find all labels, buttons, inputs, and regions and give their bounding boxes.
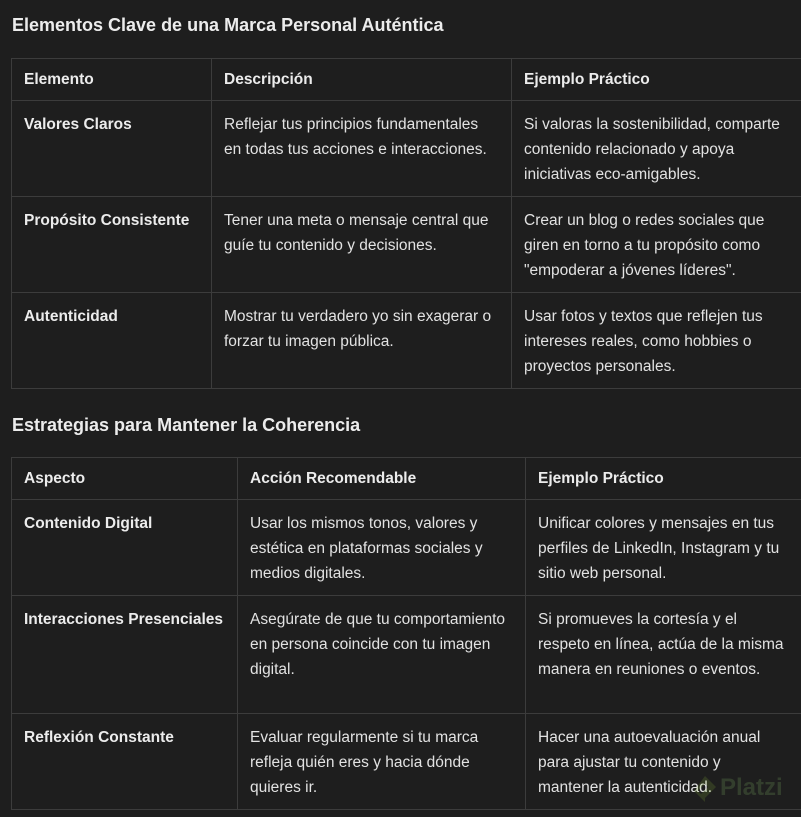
table-cell: Asegúrate de que tu comportamiento en persona coincide con tu imagen digital. — [238, 596, 526, 714]
table-cell: Crear un blog o redes sociales que giren en torno a tu propósito como "empoderar a jóvenes líderes". — [512, 197, 801, 293]
table-cell: Hacer una autoevaluación anual para ajustar tu contenido y mantener la autenticidad. — [526, 714, 801, 810]
table-row — [12, 293, 801, 389]
table-elementos-clave — [11, 58, 801, 389]
table-row — [12, 197, 801, 293]
column-header: Elemento — [12, 59, 212, 101]
table-cell: Unificar colores y mensajes en tus perfiles de LinkedIn, Instagram y tu sitio web personal. — [526, 500, 801, 596]
table-row — [12, 101, 801, 197]
table-cell: Si promueves la cortesía y el respeto en línea, actúa de la misma manera en reuniones o eventos. — [526, 596, 801, 714]
column-header: Acción Recomendable — [238, 458, 526, 500]
column-header: Aspecto — [12, 458, 238, 500]
table-estrategias — [11, 457, 801, 810]
table-row — [12, 596, 801, 714]
watermark-text: Platzi — [720, 774, 783, 801]
table-cell: Tener una meta o mensaje central que guíe tu contenido y decisiones. — [212, 197, 512, 293]
table-cell: Usar los mismos tonos, valores y estética en plataformas sociales y medios digitales. — [238, 500, 526, 596]
section-title-elementos: Elementos Clave de una Marca Personal Auténtica — [12, 15, 444, 35]
column-header: Ejemplo Práctico — [512, 59, 801, 101]
table-row — [12, 500, 801, 596]
table-header-row — [12, 59, 801, 101]
row-label: Autenticidad — [12, 293, 212, 389]
table-cell: Reflejar tus principios fundamentales en todas tus acciones e interacciones. — [212, 101, 512, 197]
table-row — [12, 714, 801, 810]
table-cell: Si valoras la sostenibilidad, comparte contenido relacionado y apoya iniciativas eco-amigables. — [512, 101, 801, 197]
row-label: Contenido Digital — [12, 500, 238, 596]
table-cell: Mostrar tu verdadero yo sin exagerar o forzar tu imagen pública. — [212, 293, 512, 389]
column-header: Ejemplo Práctico — [526, 458, 801, 500]
row-label: Interacciones Presenciales — [12, 596, 238, 714]
table-cell: Usar fotos y textos que reflejen tus intereses reales, como hobbies o proyectos personales. — [512, 293, 801, 389]
table-header-row — [12, 458, 801, 500]
row-label: Propósito Consistente — [12, 197, 212, 293]
table-cell: Evaluar regularmente si tu marca refleja quién eres y hacia dónde quieres ir. — [238, 714, 526, 810]
row-label: Reflexión Constante — [12, 714, 238, 810]
column-header: Descripción — [212, 59, 512, 101]
row-label: Valores Claros — [12, 101, 212, 197]
section-title-estrategias: Estrategias para Mantener la Coherencia — [12, 415, 361, 435]
